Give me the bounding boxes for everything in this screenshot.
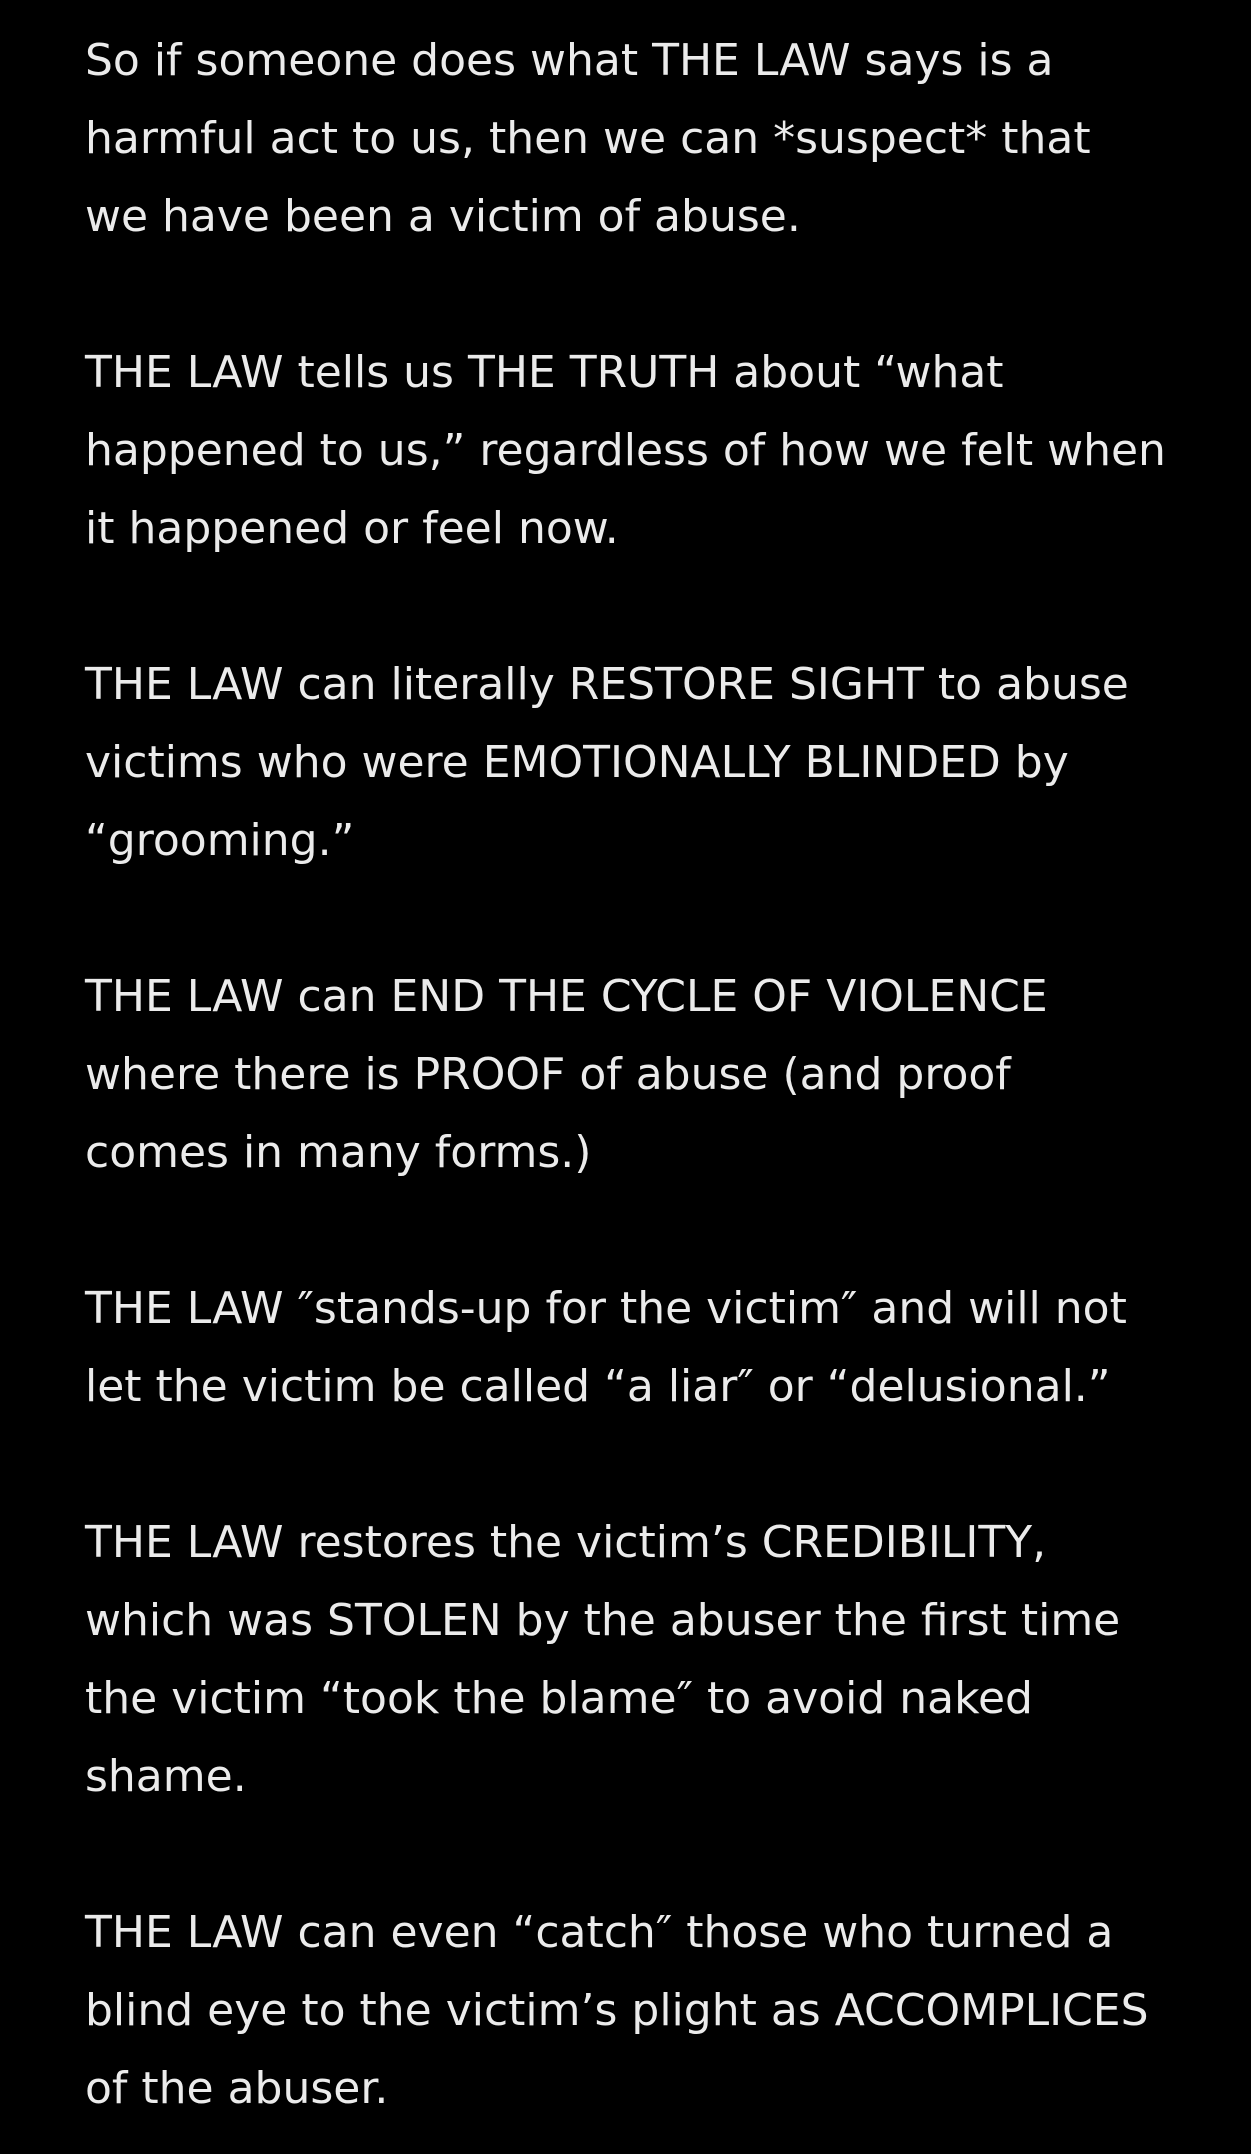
- text-line: “grooming.”: [85, 815, 355, 866]
- text-line: let the victim be called “a liar″ or “delusional.”: [85, 1361, 1111, 1412]
- text-line: THE LAW tells us THE TRUTH about “what: [85, 347, 1004, 398]
- text-line: THE LAW can literally RESTORE SIGHT to abuse: [85, 659, 1129, 710]
- paragraph-5: [85, 1270, 1225, 1426]
- note-body[interactable]: [85, 22, 1225, 2128]
- text-line: THE LAW can even “catch″ those who turned a: [85, 1907, 1114, 1958]
- text-line: where there is PROOF of abuse (and proof: [85, 1049, 1011, 1100]
- text-line: of the abuser.: [85, 2063, 389, 2114]
- paragraph-4: [85, 958, 1225, 1192]
- text-line: So if someone does what THE LAW says is a: [85, 35, 1054, 86]
- text-line: comes in many forms.): [85, 1127, 592, 1178]
- text-line: THE LAW restores the victim’s CREDIBILITY,: [85, 1517, 1047, 1568]
- paragraph-2: [85, 334, 1225, 568]
- paragraph-7: [85, 1894, 1225, 2128]
- text-line: harmful act to us, then we can *suspect* that: [85, 113, 1091, 164]
- text-line: THE LAW can END THE CYCLE OF VIOLENCE: [85, 971, 1048, 1022]
- text-line: blind eye to the victim’s plight as ACCOMPLICES: [85, 1985, 1149, 2036]
- text-line: the victim “took the blame″ to avoid naked: [85, 1673, 1033, 1724]
- text-line: which was STOLEN by the abuser the first time: [85, 1595, 1121, 1646]
- text-line: happened to us,” regardless of how we felt when: [85, 425, 1166, 476]
- paragraph-6: [85, 1504, 1225, 1816]
- text-line: THE LAW ″stands-up for the victim″ and will not: [85, 1283, 1127, 1334]
- text-line: we have been a victim of abuse.: [85, 191, 801, 242]
- text-line: it happened or feel now.: [85, 503, 619, 554]
- text-line: shame.: [85, 1751, 247, 1802]
- text-line: victims who were EMOTIONALLY BLINDED by: [85, 737, 1069, 788]
- paragraph-1: [85, 22, 1225, 256]
- paragraph-3: [85, 646, 1225, 880]
